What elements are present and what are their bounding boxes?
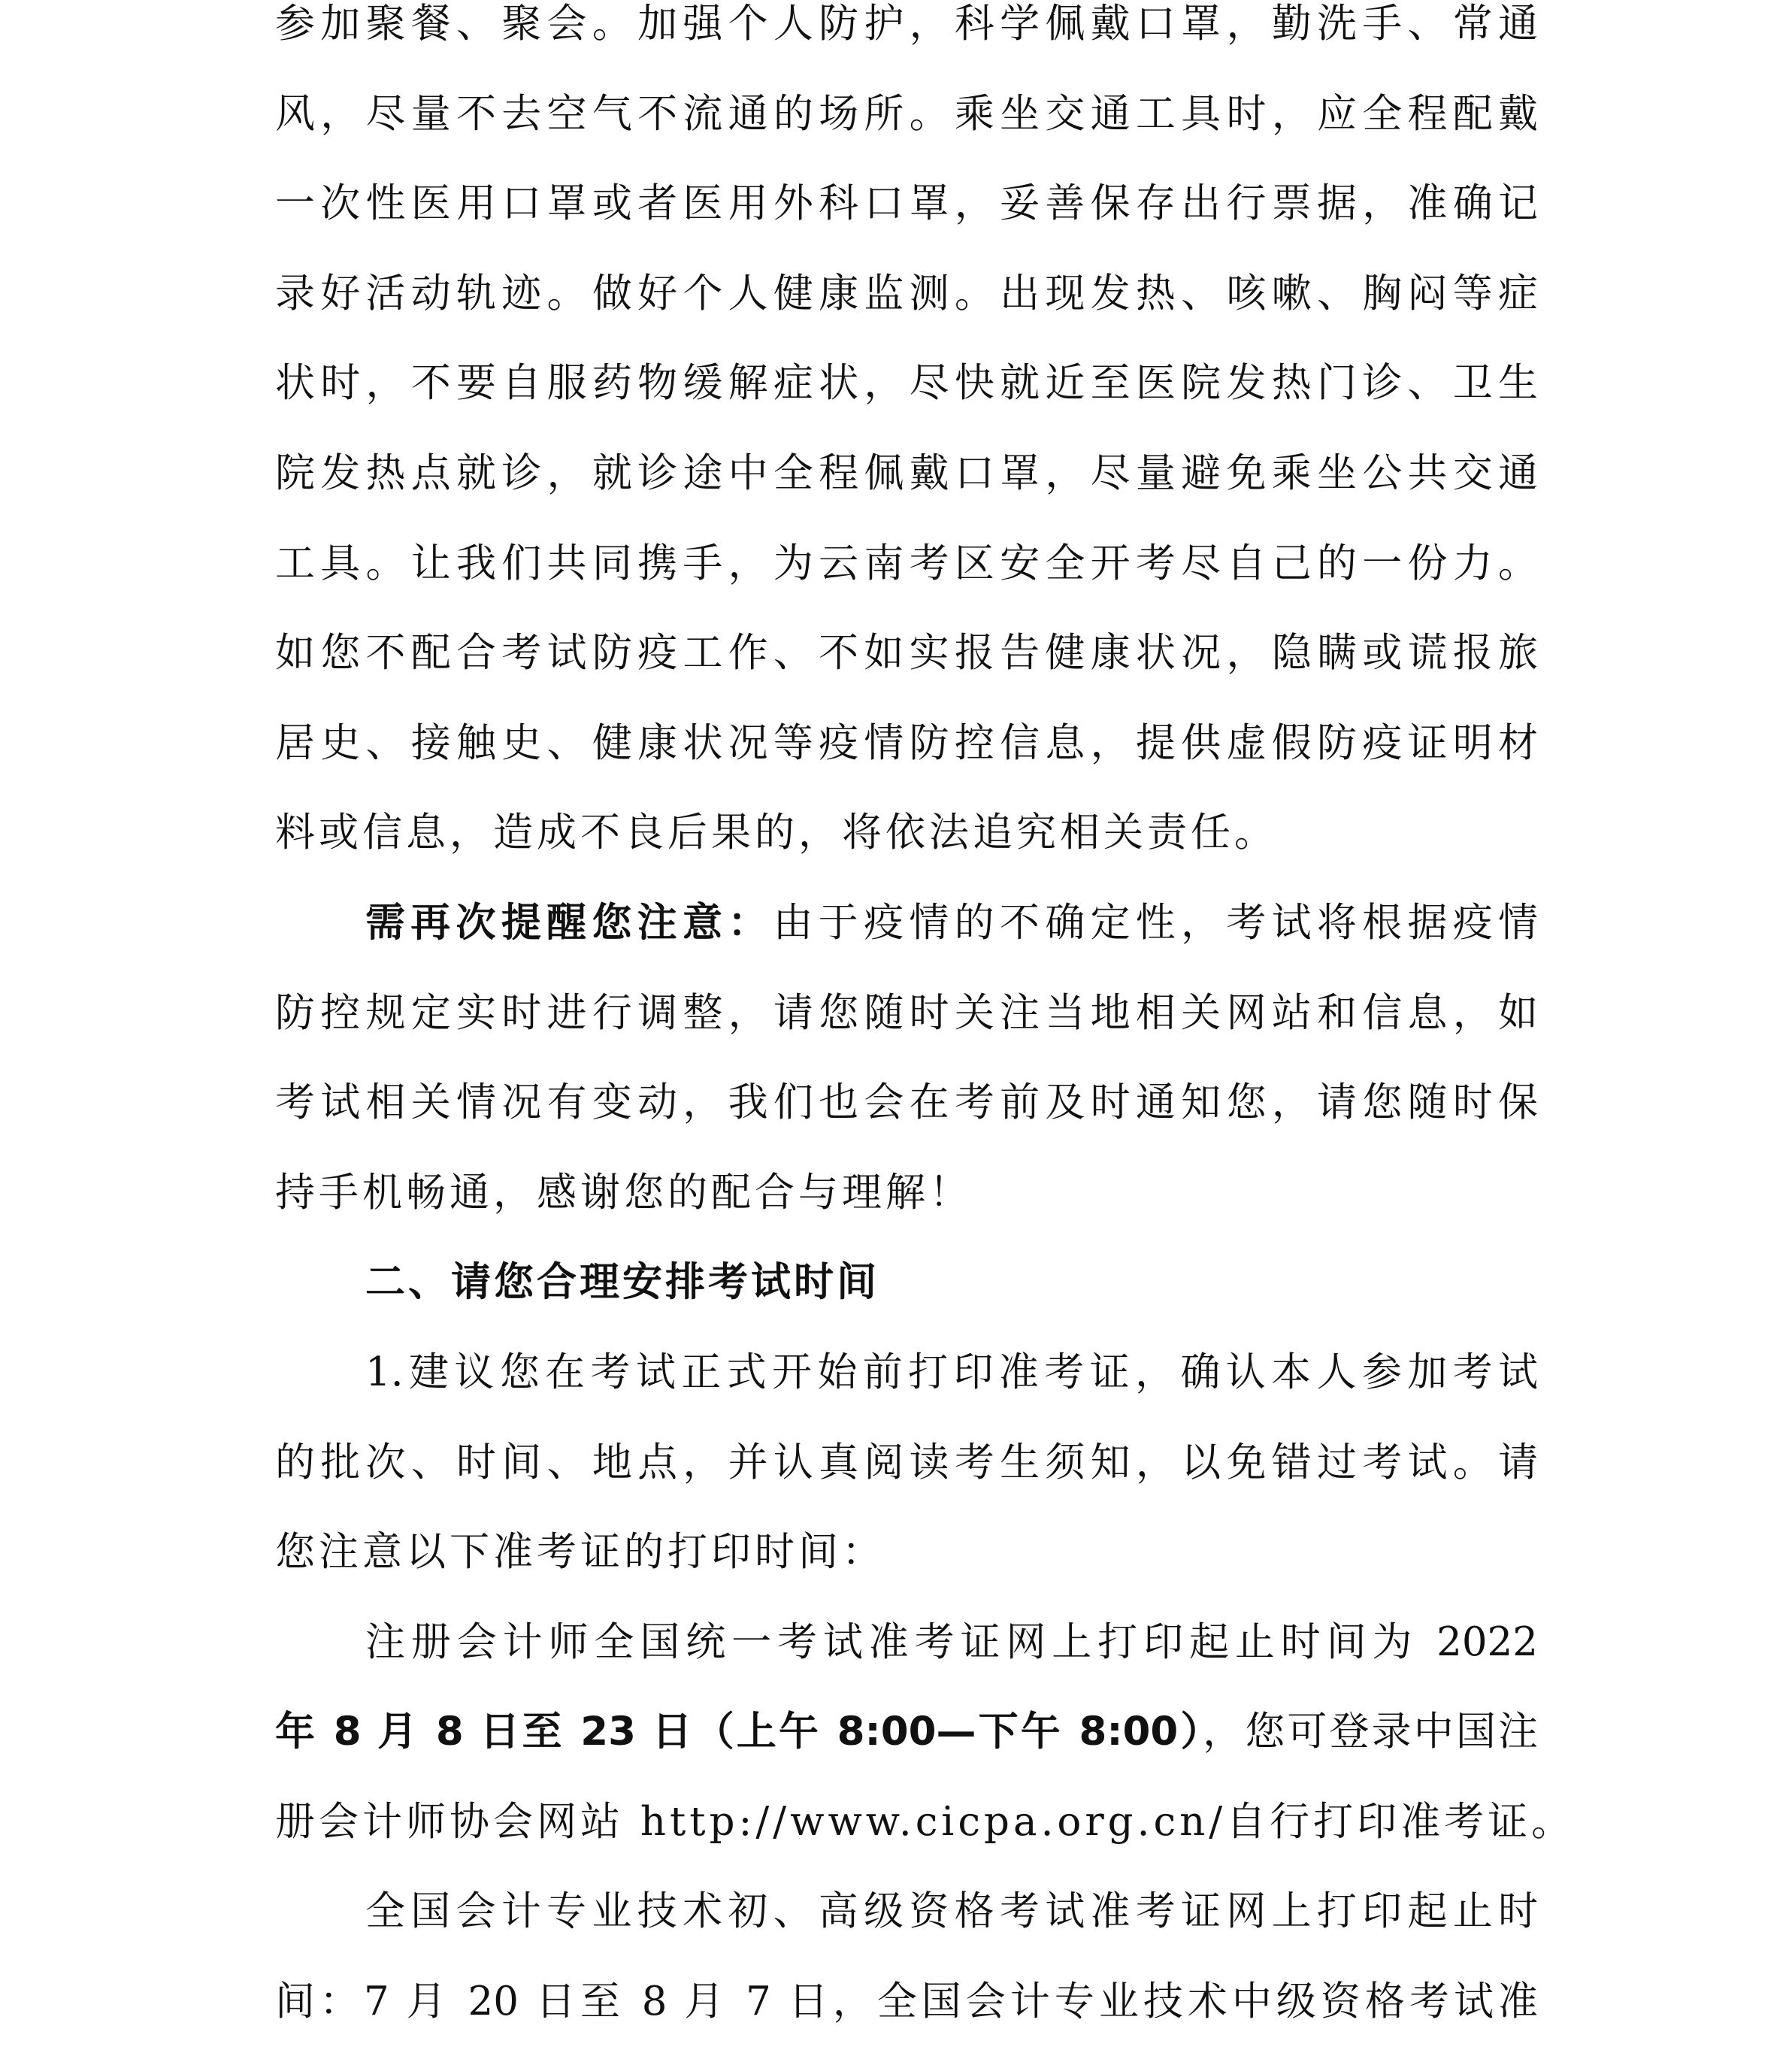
body-line: 院发热点就诊，就诊途中全程佩戴口罩，尽量避免乘坐公共交通 (275, 450, 1538, 496)
cpa-date-line (275, 1687, 1538, 1777)
body-line: 考试相关情况有变动，我们也会在考前及时通知您，请您随时保 (275, 1080, 1538, 1126)
body-line: 防控规定实时进行调整，请您随时关注当地相关网站和信息，如 (275, 989, 1538, 1036)
body-line: 料或信息，造成不良后果的，将依法追究相关责任。 (275, 810, 1278, 856)
body-line: 间：7 月 20 日至 8 月 7 日，全国会计专业技术中级资格考试准 (275, 1979, 1538, 2025)
section-heading: 二、请您合理安排考试时间 (365, 1259, 879, 1306)
body-line: 持手机畅通，感谢您的配合与理解！ (275, 1169, 973, 1216)
body-line: 1.建议您在考试正式开始前打印准考证，确认本人参加考试 (365, 1349, 1538, 1395)
reminder-lead: 需再次提醒您注意： (365, 899, 773, 946)
document-body (275, 0, 1576, 2047)
body-line: 参加聚餐、聚会。加强个人防护，科学佩戴口罩，勤洗手、常通 (275, 1, 1538, 47)
body-line: 风，尽量不去空气不流通的场所。乘坐交通工具时，应全程配戴 (275, 90, 1538, 137)
body-line: 状时，不要自服药物缓解症状，尽快就近至医院发热门诊、卫生 (275, 360, 1538, 407)
body-line: 工具。让我们共同携手，为云南考区安全开考尽自己的一份力。 (275, 540, 1538, 586)
body-line: 的批次、时间、地点，并认真阅读考生须知，以免错过考试。请 (275, 1439, 1538, 1485)
reminder-first-line-text: 由于疫情的不确定性，考试将根据疫情 (773, 899, 1539, 946)
body-line: 录好活动轨迹。做好个人健康监测。出现发热、咳嗽、胸闷等症 (275, 270, 1538, 316)
body-line: 如您不配合考试防疫工作、不如实报告健康状况，隐瞒或谎报旅 (275, 630, 1538, 677)
cpa-website-line: 册会计师协会网站 http://www.cicpa.org.cn/自行打印准考证。 (275, 1798, 1576, 1845)
cpa-date-line-text: ，您可登录中国注 (1203, 1709, 1539, 1755)
reminder-first-line (275, 878, 1538, 968)
body-line: 全国会计专业技术初、高级资格考试准考证网上打印起止时 (365, 1888, 1538, 1935)
body-line: 一次性医用口罩或者医用外科口罩，妥善保存出行票据，准确记 (275, 180, 1538, 227)
cpa-print-dates: 年 8 月 8 日至 23 日（上午 8:00—下午 8:00） (275, 1709, 1203, 1755)
body-line: 注册会计师全国统一考试准考证网上打印起止时间为 2022 (365, 1619, 1538, 1665)
body-line: 您注意以下准考证的打印时间： (275, 1529, 885, 1576)
body-line: 居史、接触史、健康状况等疫情防控信息，提供虚假防疫证明材 (275, 719, 1538, 766)
